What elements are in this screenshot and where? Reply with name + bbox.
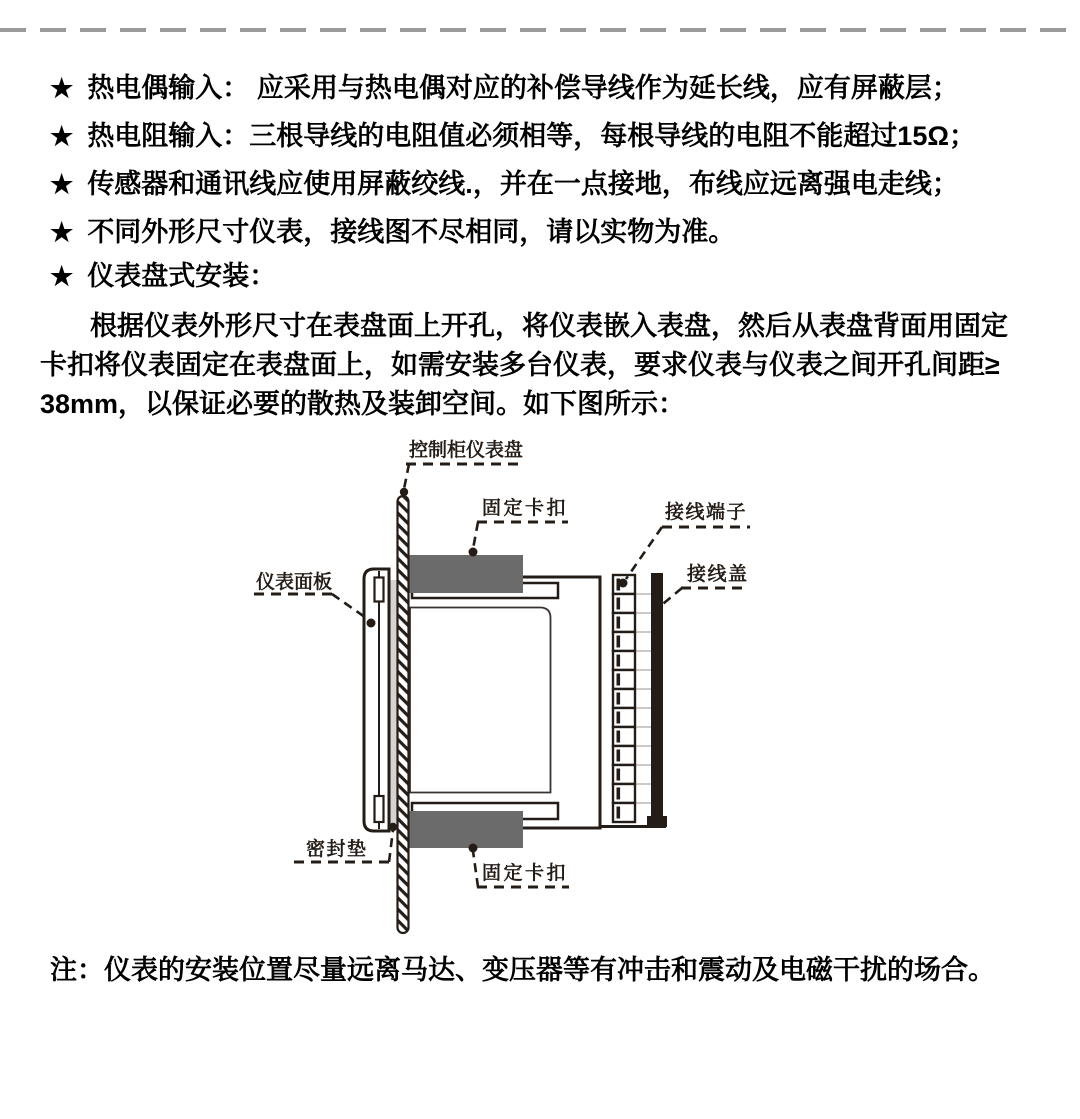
bullet-text: 不同外形尺寸仪表，接线图不尽相同，请以实物为准。 xyxy=(87,217,736,247)
bullet-text: 传感器和通讯线应使用屏蔽绞线.，并在一点接地，布线应远离强电走线； xyxy=(87,169,959,199)
bullet-text: 仪表盘式安装： xyxy=(87,261,277,291)
label-fixing-clip-bottom: 固定卡扣 xyxy=(482,863,569,884)
bullet-text: 热电偶输入： 应采用与热电偶对应的补偿导线作为延长线，应有屏蔽层； xyxy=(87,73,959,103)
paragraph-line: 根据仪表外形尺寸在表盘面上开孔，将仪表嵌入表盘，然后从表盘背面用固定 xyxy=(90,311,1008,341)
paragraph-line: 38mm，以保证必要的散热及装卸空间。如下图所示： xyxy=(40,389,686,419)
star-bullet-icon: ★ xyxy=(50,217,74,247)
bullet-text: 热电阻输入：三根导线的电阻值必须相等，每根导线的电阻不能超过15Ω； xyxy=(87,121,976,151)
label-front-panel: 仪表面板 xyxy=(256,572,333,593)
star-bullet-icon: ★ xyxy=(50,169,74,199)
label-wiring-cover: 接线盖 xyxy=(687,564,749,585)
label-cabinet-panel: 控制柜仪表盘 xyxy=(409,440,524,461)
paragraph-line: 卡扣将仪表固定在表盘面上，如需安装多台仪表，要求仪表与仪表之间开孔间距≥ xyxy=(40,350,1000,380)
terminal-block xyxy=(613,575,635,822)
star-bullet-icon: ★ xyxy=(50,121,74,151)
fixing-clip-top xyxy=(407,555,523,593)
case-inner-outline xyxy=(410,608,551,793)
star-bullet-icon: ★ xyxy=(50,261,74,291)
terminal-grid-column xyxy=(636,594,651,803)
label-fixing-clip-top: 固定卡扣 xyxy=(482,498,569,519)
wiring-cover-bar xyxy=(647,573,667,827)
installation-note: 注：仪表的安装位置尽量远离马达、变压器等有冲击和震动及电磁干扰的场合。 xyxy=(50,955,995,985)
cabinet-panel-bar xyxy=(398,496,409,933)
fixing-clip-bottom xyxy=(407,811,523,848)
label-gasket: 密封垫 xyxy=(306,839,368,860)
label-terminal: 接线端子 xyxy=(665,502,748,523)
instrument-front-bezel xyxy=(364,569,389,831)
star-bullet-icon: ★ xyxy=(50,73,74,103)
